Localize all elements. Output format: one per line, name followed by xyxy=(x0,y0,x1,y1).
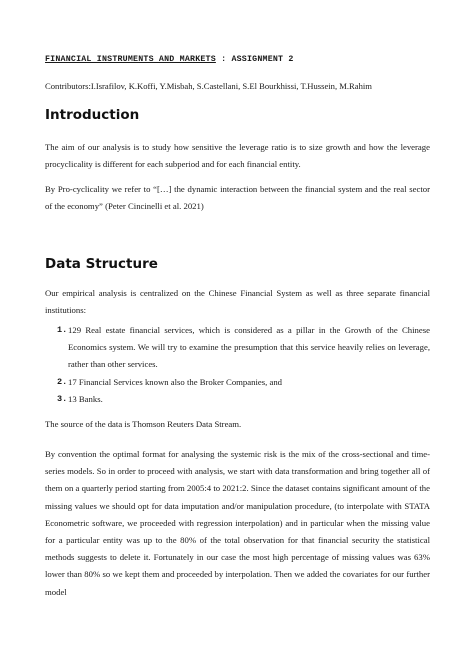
list-number: 1. xyxy=(57,325,68,335)
assignment-title xyxy=(45,55,294,64)
list-item xyxy=(45,374,430,391)
list-item-text: 13 Banks. xyxy=(68,393,103,404)
list-item xyxy=(45,322,430,374)
list-item-text: 17 Financial Services known also the Broker Companies, and xyxy=(68,376,283,387)
list-number: 2. xyxy=(57,376,68,387)
contributors-line: Contributors:I.Israfilov, K.Koffi, Y.Misbah, S.Castellani, S.El Bourkhissi, T.Hussein, M.Rahim xyxy=(45,81,372,91)
list-number: 3. xyxy=(57,393,68,404)
list-item xyxy=(45,391,430,408)
institutions-list xyxy=(45,322,430,408)
introduction-paragraph-1: The aim of our analysis is to study how sensitive the leverage ratio is to size growth and how the leverage procyclicality is different for each subperiod and for each financial entity. xyxy=(45,142,430,170)
course-name: FINANCIAL INSTRUMENTS AND MARKETS xyxy=(45,55,216,64)
data-structure-paragraph-1: Our empirical analysis is centralized on the Chinese Financial System as well as three separate financial institutions: xyxy=(45,288,430,316)
introduction-heading: Introduction xyxy=(45,107,140,123)
list-item-text: 129 Real estate financial services, which is considered as a pillar in the Growth of the Chinese Economics system. We will try to examine the presumption that this service heavily relies on leverage, rather than other services. xyxy=(68,325,430,370)
data-structure-paragraph-2: By convention the optimal format for analysing the systemic risk is the mix of the cross-sectional and time-series models. So in order to proceed with analysis, we start with data transformation and bring together all of them on a quarterly period starting from 2005:4 to 2021:2. Since the dataset contains significant amount of the missing values we should opt for data imputation and/or manipulation procedure, (to interpolate with STATA Econometric software, we proceeded with regression interpolation) and in particular when the missing value for a particular entity was up to the 80% of the total observation for that financial security the statistical methods suggests to delete it. Fortunately in our case the most high percentage of missing values was 63% lower than 80% so we kept them and proceeded by interpolation. Then we added the covariates for our further model xyxy=(45,449,430,597)
data-structure-heading: Data Structure xyxy=(45,256,158,272)
introduction-paragraph-2: By Pro-cyclicality we refer to “[…] the dynamic interaction between the financial system and the real sector of the economy” (Peter Cincinelli et al. 2021) xyxy=(45,184,430,212)
assignment-number: : ASSIGNMENT 2 xyxy=(215,55,294,64)
data-source-line: The source of the data is Thomson Reuters Data Stream. xyxy=(45,419,242,429)
